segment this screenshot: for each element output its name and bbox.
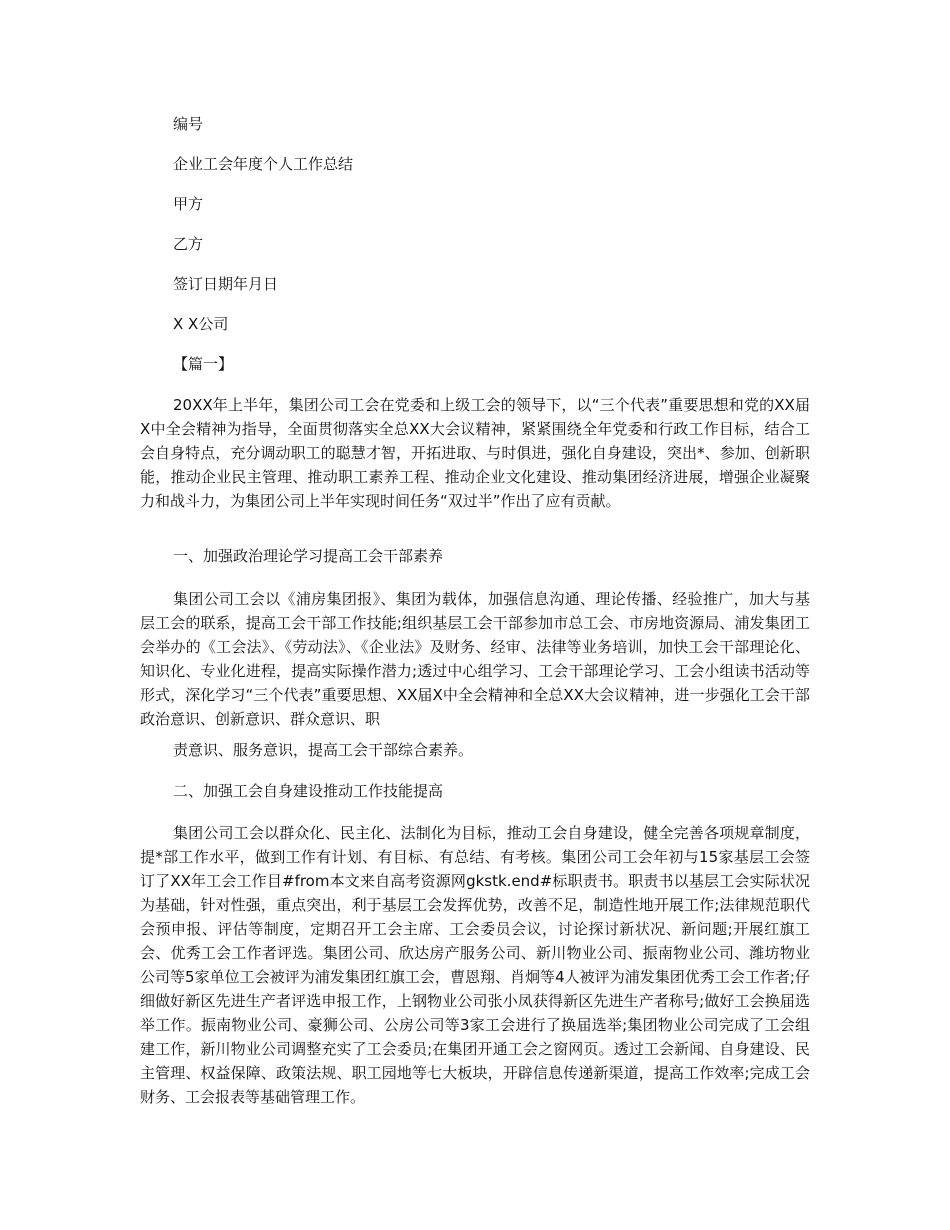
section-tag: 【篇一】 [173, 355, 234, 373]
paragraph-two: 集团公司工会以群众化、民主化、法制化为目标，推动工会自身建设，健全完善各项规章制度，提*部工作水平，做到工作有计划、有目标、有总结、有考核。集团公司工会年初与15家基层工会签订了XX年工会工作目#from本文来自高考资源网gkstk.end#标职责书。职责书以基层工会实际状况为基础，针对性强，重点突出，利于基层工会发挥优势，改善不足，制造性地开展工作;法律规范职代会预申报、评估等制度，定期召开工会主席、工会委员会议，讨论探讨新状况、新问题;开展红旗工会、优秀工会工作者评选。集团公司、欣达房产服务公司、新川物业公司、振南物业公司、潍坊物业公司等5家单位工会被评为浦发集团红旗工会，曹恩翔、肖炯等4人被评为浦发集团优秀工会工作者;仔细做好新区先进生产者评选申报工作，上钢物业公司张小凤获得新区先进生产者称号;做好工会换届选举工作。振南物业公司、豪狮公司、公房公司等3家工会进行了换届选举;集团物业公司完成了工会组建工作，新川物业公司调整充实了工会委员;在集团开通工会之窗网页。透过工会新闻、自身建设、民主管理、权益保障、政策法规、职工园地等七大板块，开辟信息传递新渠道，提高工作效率;完成工会财务、工会报表等基础管理工作。 [140, 824, 810, 1106]
heading-one: 一、加强政治理论学习提高工会干部素养 [173, 547, 444, 565]
heading-two: 二、加强工会自身建设推动工作技能提高 [173, 782, 444, 800]
intro-paragraph: 20XX年上半年，集团公司工会在党委和上级工会的领导下，以“三个代表”重要思想和党的XX届X中全会精神为指导，全面贯彻落实全总XX大会议精神，紧紧围绕全年党委和行政工作目标，结合工会自身特点，充分调动职工的聪慧才智，开拓进取、与时俱进，强化自身建设，突出*、参加、创新职能，推动企业民主管理、推动职工素养工程、推动企业文化建设、推动集团经济进展，增强企业凝聚力和战斗力，为集团公司上半年实现时间任务“双过半”作出了应有贡献。 [140, 396, 810, 510]
party-b-label: 乙方 [173, 235, 204, 253]
sign-date-label: 签订日期年月日 [173, 275, 279, 293]
party-a-label: 甲方 [173, 195, 204, 213]
company-name: X X公司 [173, 315, 229, 333]
number-label: 编号 [173, 115, 204, 133]
paragraph-one: 集团公司工会以《浦房集团报》、集团为载体，加强信息沟通、理论传播、经验推广，加大与基层工会的联系，提高工会干部工作技能;组织基层工会干部参加市总工会、市房地资源局、浦发集团工会举办的《工会法》、《劳动法》、《企业法》及财务、经审、法律等业务培训，加快工会干部理论化、知识化、专业化进程，提高实际操作潜力;透过中心组学习、工会干部理论学习、工会小组读书活动等形式，深化学习“三个代表”重要思想、XX届X中全会精神和全总XX大会议精神，进一步强化工会干部政治意识、创新意识、群众意识、职 [140, 590, 810, 728]
document-title: 企业工会年度个人工作总结 [173, 155, 354, 173]
paragraph-one-continued: 责意识、服务意识，提高工会干部综合素养。 [173, 741, 474, 759]
